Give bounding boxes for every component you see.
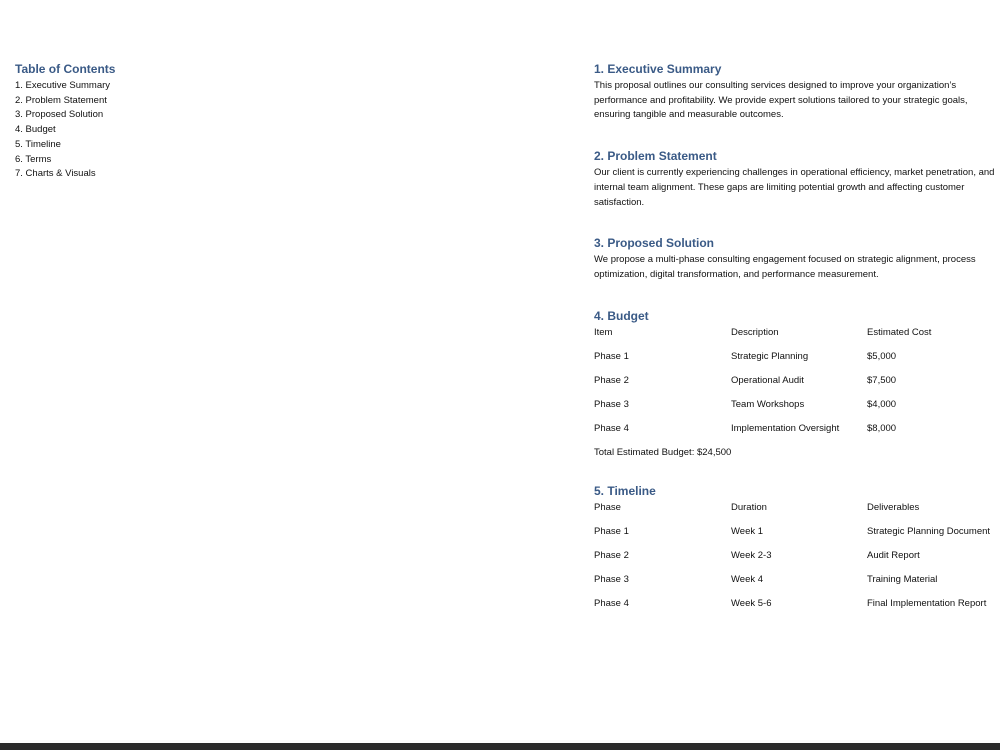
toc-item-charts-visuals[interactable]: 7. Charts & Visuals bbox=[15, 168, 96, 180]
paragraph-line: ensuring tangible and measurable outcomes. bbox=[594, 109, 784, 121]
toc-item-problem-statement[interactable]: 2. Problem Statement bbox=[15, 94, 107, 106]
table-row bbox=[594, 422, 1000, 446]
table-cell: $4,000 bbox=[867, 398, 897, 410]
toc-title: Table of Contents bbox=[15, 62, 116, 76]
paragraph-line: optimization, digital transformation, and performance measurement. bbox=[594, 268, 879, 280]
toc-item-proposed-solution[interactable]: 3. Proposed Solution bbox=[15, 109, 104, 121]
table-row bbox=[594, 573, 1000, 597]
bottom-bar bbox=[0, 743, 1000, 750]
executive-summary-paragraph bbox=[594, 79, 1000, 123]
column-header: Description bbox=[731, 326, 779, 338]
table-cell: Phase 3 bbox=[594, 398, 629, 410]
table-row bbox=[594, 525, 1000, 549]
paragraph-line: We propose a multi-phase consulting engagement focused on strategic alignment, process bbox=[594, 254, 976, 266]
section-budget bbox=[594, 308, 1000, 460]
section-title-timeline: 5. Timeline bbox=[594, 483, 656, 498]
proposed-solution-paragraph bbox=[594, 253, 1000, 282]
table-cell: Phase 2 bbox=[594, 549, 629, 561]
column-header: Duration bbox=[731, 501, 767, 513]
table-cell: Phase 4 bbox=[594, 597, 629, 609]
table-row bbox=[594, 549, 1000, 573]
table-row bbox=[594, 374, 1000, 398]
section-title-budget: 4. Budget bbox=[594, 308, 649, 323]
table-header-row bbox=[594, 501, 1000, 525]
column-header: Estimated Cost bbox=[867, 326, 932, 338]
table-cell: Implementation Oversight bbox=[731, 422, 840, 434]
table-cell: Week 5-6 bbox=[731, 597, 772, 609]
budget-table bbox=[594, 326, 1000, 446]
table-cell: Operational Audit bbox=[731, 374, 804, 386]
section-executive-summary bbox=[594, 61, 1000, 123]
column-header: Deliverables bbox=[867, 501, 920, 513]
table-cell: Strategic Planning Document bbox=[867, 525, 991, 537]
table-cell: Week 2-3 bbox=[731, 549, 772, 561]
table-cell: Week 4 bbox=[731, 573, 764, 585]
table-cell: Training Material bbox=[867, 573, 938, 585]
paragraph-line: performance and profitability. We provide expert solutions tailored to your strategic goals, bbox=[594, 94, 968, 106]
paragraph-line: This proposal outlines our consulting services designed to improve your organization’s bbox=[594, 80, 957, 91]
section-title-executive-summary: 1. Executive Summary bbox=[594, 62, 722, 76]
column-header: Item bbox=[594, 326, 613, 338]
paragraph-line: Our client is currently experiencing challenges in operational efficiency, market penetration, and bbox=[594, 167, 995, 179]
table-cell: Phase 4 bbox=[594, 422, 629, 434]
section-title-proposed-solution: 3. Proposed Solution bbox=[594, 236, 715, 251]
column-header: Phase bbox=[594, 501, 621, 513]
table-of-contents bbox=[15, 61, 275, 182]
toc-list bbox=[15, 79, 275, 182]
paragraph-line: internal team alignment. These gaps are limiting potential growth and affecting customer bbox=[594, 181, 965, 193]
toc-item-budget[interactable]: 4. Budget bbox=[15, 124, 56, 136]
document-body bbox=[594, 61, 1000, 621]
section-proposed-solution bbox=[594, 235, 1000, 282]
table-cell: Audit Report bbox=[867, 549, 920, 561]
table-cell: Phase 1 bbox=[594, 350, 629, 362]
table-cell: Strategic Planning bbox=[731, 350, 809, 362]
table-row bbox=[594, 597, 1000, 621]
section-title-problem-statement: 2. Problem Statement bbox=[594, 149, 717, 164]
toc-item-executive-summary[interactable]: 1. Executive Summary bbox=[15, 80, 111, 91]
table-cell: Phase 1 bbox=[594, 525, 629, 537]
table-cell: Team Workshops bbox=[731, 398, 805, 410]
section-problem-statement bbox=[594, 148, 1000, 210]
budget-total: Total Estimated Budget: $24,500 bbox=[594, 446, 732, 458]
table-cell: Week 1 bbox=[731, 525, 764, 537]
toc-item-timeline[interactable]: 5. Timeline bbox=[15, 138, 61, 150]
toc-item-terms[interactable]: 6. Terms bbox=[15, 153, 52, 165]
paragraph-line: satisfaction. bbox=[594, 196, 645, 208]
timeline-table bbox=[594, 501, 1000, 621]
section-timeline bbox=[594, 483, 1000, 621]
table-row bbox=[594, 350, 1000, 374]
problem-statement-paragraph bbox=[594, 166, 1000, 210]
table-row bbox=[594, 398, 1000, 422]
table-header-row bbox=[594, 326, 1000, 350]
table-cell: Phase 2 bbox=[594, 374, 629, 386]
table-cell: Phase 3 bbox=[594, 573, 629, 585]
table-cell: $8,000 bbox=[867, 422, 897, 434]
table-cell: $7,500 bbox=[867, 374, 897, 386]
table-cell: $5,000 bbox=[867, 350, 897, 362]
table-cell: Final Implementation Report bbox=[867, 597, 987, 609]
